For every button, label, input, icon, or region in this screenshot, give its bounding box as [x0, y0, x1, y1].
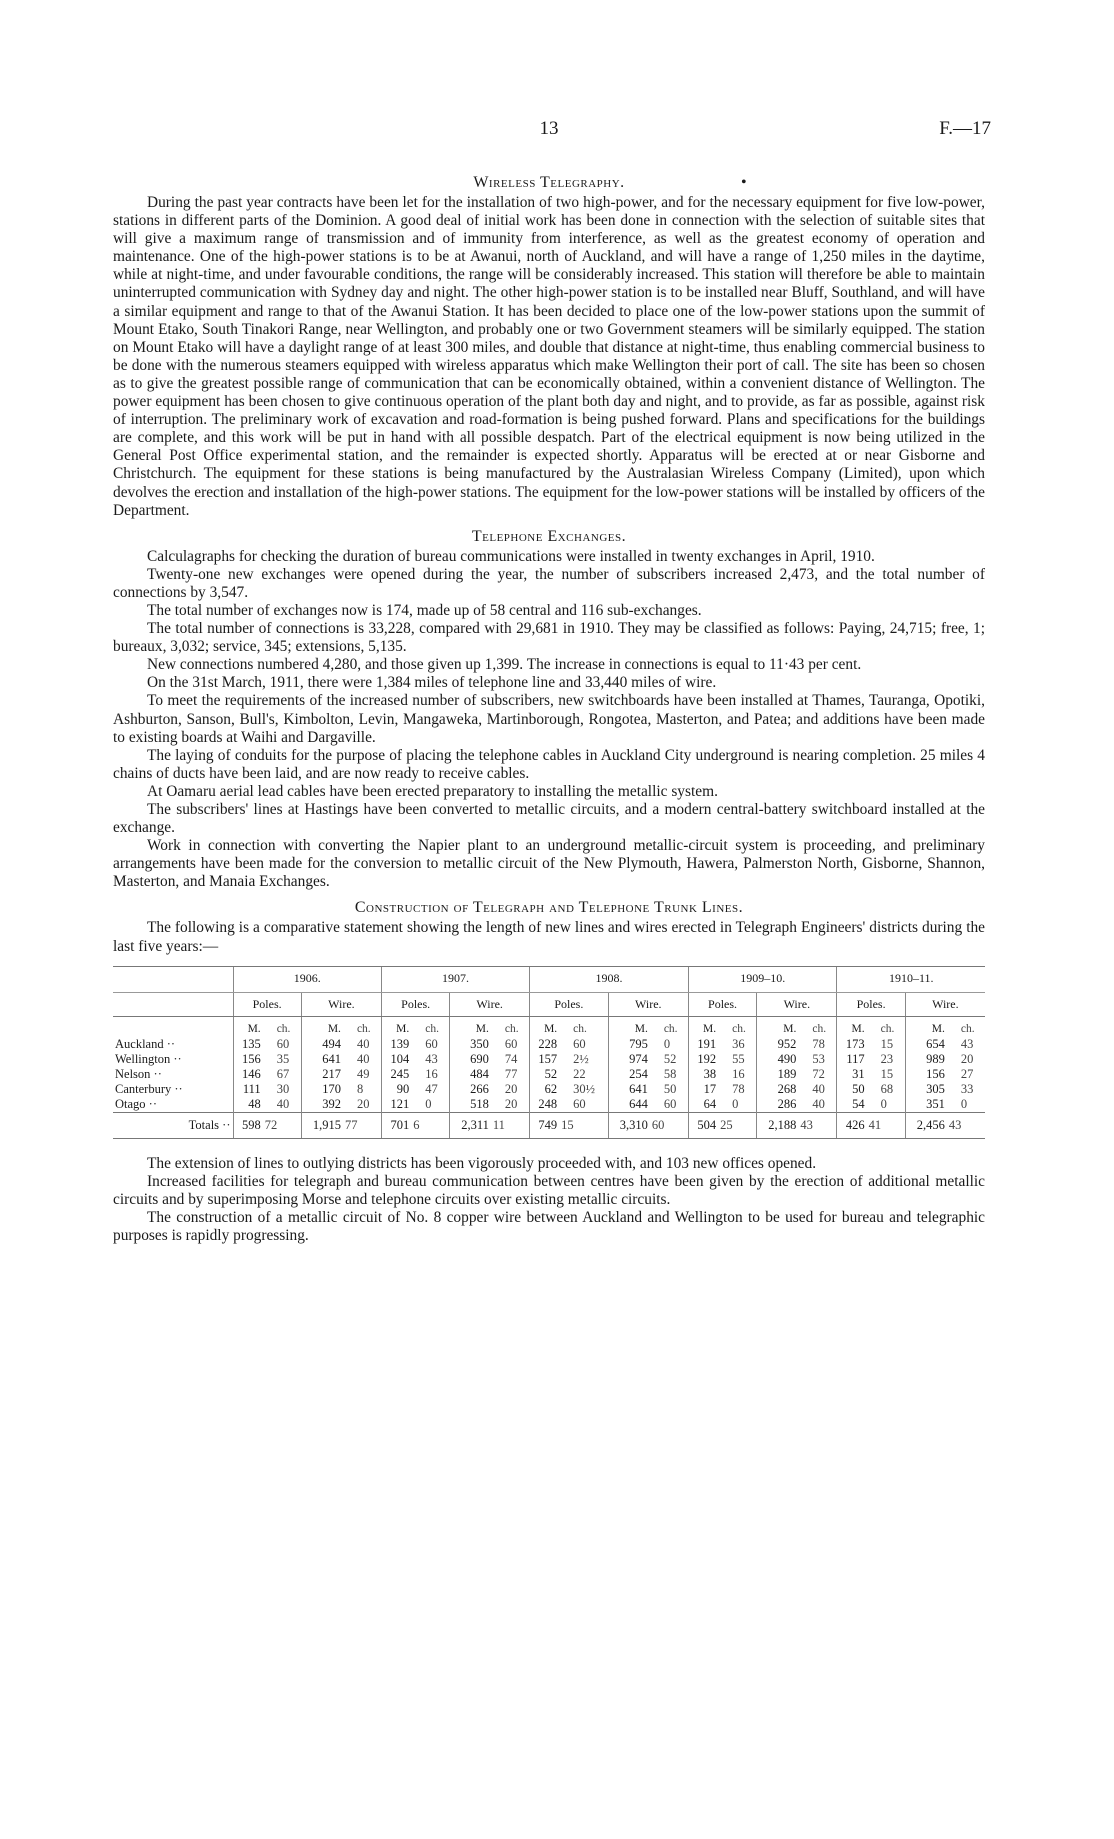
miles-cell: 111: [233, 1082, 263, 1097]
chains-cell: 40: [356, 1051, 370, 1066]
paragraph: The extension of lines to outlying districts has been vigorously proceeded with, and 103 new offices opened.: [147, 1154, 817, 1172]
unit-chains: ch.: [880, 1022, 895, 1035]
chains-cell: 58: [663, 1066, 677, 1081]
miles-cell: 690: [450, 1052, 491, 1067]
unit-chains: ch.: [812, 1022, 827, 1035]
district-name: Otago ··: [115, 1096, 157, 1111]
chains-cell: 0: [880, 1096, 887, 1111]
chains-cell: 20: [504, 1081, 518, 1096]
poles-header: Poles.: [688, 992, 756, 1016]
miles-cell: 217: [301, 1067, 343, 1082]
chains-cell: 50: [663, 1081, 677, 1096]
totals-label: Totals ··: [113, 1112, 233, 1138]
chains-cell: 36: [732, 1036, 745, 1051]
miles-cell: 952: [757, 1037, 799, 1052]
unit-chains: ch.: [425, 1022, 439, 1035]
wire-header: Wire.: [905, 992, 985, 1016]
paragraph: To meet the requirements of the increased number of subscribers, new switchboards have been installed at Thames, Tauranga, Opotiki, Ashburton, Sanson, Bull's, Kimbolton, Levin, Mangaweka, Martinborough, Rongotea, Masterton, and Patea; and additions have been made to existing boards at Waihi and Dargaville.: [113, 692, 985, 746]
paragraph: The total number of connections is 33,228, compared with 29,681 in 1910. They may be classified as follows: Paying, 24,715; free, 1; bureaux, 3,032; service, 345; extensions, 5,135.: [113, 620, 985, 656]
chains-cell: 43: [425, 1051, 438, 1066]
paragraph: The total number of exchanges now is 174, made up of 58 central and 116 sub-exchanges.: [147, 601, 702, 619]
miles-cell: 351: [905, 1097, 947, 1113]
chains-cell: 74: [504, 1051, 518, 1066]
chains-cell: 53: [812, 1051, 825, 1066]
unit-chains: ch.: [356, 1022, 371, 1035]
district-name: Auckland ··: [115, 1036, 176, 1051]
report-reference: F.—17: [939, 118, 991, 139]
year-header: 1907.: [382, 966, 530, 992]
unit-chains: ch.: [573, 1022, 587, 1035]
section-telephone-exchanges: [113, 528, 985, 892]
total-chains-cell: 6: [411, 1112, 450, 1138]
section-trunk-lines: [113, 899, 985, 1138]
total-miles-cell: 2,188: [757, 1112, 799, 1138]
table-row: [113, 1097, 985, 1113]
chains-cell: 60: [663, 1096, 677, 1111]
miles-cell: 64: [688, 1097, 718, 1113]
unit-miles: M.: [529, 1016, 559, 1037]
table-row: [113, 1052, 985, 1067]
total-miles-cell: 2,456: [905, 1112, 947, 1138]
paragraph: The construction of a metallic circuit of No. 8 copper wire between Auckland and Wellington to be used for bureau and telegraphic purposes is rapidly progressing.: [113, 1208, 985, 1245]
paragraph: The laying of conduits for the purpose of placing the telephone cables in Auckland City underground is nearing completion. 25 miles 4 chains of ducts have been laid, and are now ready to receive cables.: [113, 746, 985, 782]
miles-cell: 139: [382, 1037, 412, 1052]
miles-cell: 189: [757, 1067, 799, 1082]
chains-cell: 55: [732, 1051, 745, 1066]
miles-cell: 494: [301, 1037, 343, 1052]
chains-cell: 27: [960, 1066, 974, 1081]
total-miles-cell: 1,915: [301, 1112, 343, 1138]
unit-chains: ch.: [276, 1022, 291, 1035]
unit-miles: M.: [608, 1016, 650, 1037]
unit-chains: ch.: [663, 1022, 678, 1035]
total-miles-cell: 426: [837, 1112, 867, 1138]
miles-cell: 245: [382, 1067, 412, 1082]
paragraph: On the 31st March, 1911, there were 1,384 miles of telephone line and 33,440 miles of wire.: [147, 674, 717, 692]
paragraph: Twenty-one new exchanges were opened during the year, the number of subscribers increased 2,473, and the total number of connections by 3,547.: [113, 565, 985, 601]
chains-cell: 2½: [573, 1051, 589, 1066]
chains-cell: 0: [960, 1096, 968, 1111]
chains-cell: 22: [573, 1066, 586, 1081]
miles-cell: 50: [837, 1082, 867, 1097]
miles-cell: 350: [450, 1037, 491, 1052]
section-heading: Construction of Telegraph and Telephone Trunk Lines.: [354, 899, 744, 917]
wire-header: Wire.: [301, 992, 381, 1016]
poles-header: Poles.: [837, 992, 905, 1016]
paragraph: The subscribers' lines at Hastings have been converted to metallic circuits, and a modern central-battery switchboard installed at the exchange.: [113, 801, 985, 837]
chains-cell: 35: [276, 1051, 290, 1066]
chains-cell: 40: [812, 1096, 825, 1111]
wire-header: Wire.: [450, 992, 530, 1016]
total-chains-cell: 41: [867, 1112, 906, 1138]
chains-cell: 49: [356, 1066, 370, 1081]
chains-cell: 78: [732, 1081, 745, 1096]
total-miles-cell: 701: [382, 1112, 412, 1138]
total-chains-cell: 60: [650, 1112, 689, 1138]
miles-cell: 268: [757, 1082, 799, 1097]
chains-cell: 33: [960, 1081, 974, 1096]
miles-cell: 31: [837, 1067, 867, 1082]
miles-cell: 248: [529, 1097, 559, 1113]
chains-cell: 30½: [573, 1081, 596, 1096]
chains-cell: 77: [504, 1066, 518, 1081]
district-name: Wellington ··: [115, 1051, 182, 1066]
miles-cell: 52: [529, 1067, 559, 1082]
year-header: 1906.: [233, 966, 382, 992]
unit-miles: M.: [301, 1016, 343, 1037]
section-heading: Wireless Telegraphy.: [473, 174, 625, 191]
miles-cell: 392: [301, 1097, 343, 1113]
miles-cell: 173: [837, 1037, 867, 1052]
unit-miles: M.: [382, 1016, 412, 1037]
total-miles-cell: 504: [688, 1112, 718, 1138]
stray-mark: •: [741, 174, 747, 191]
unit-chains: ch.: [504, 1022, 519, 1035]
miles-cell: 156: [905, 1067, 947, 1082]
total-chains-cell: 11: [491, 1112, 530, 1138]
chains-cell: 43: [960, 1036, 974, 1051]
miles-cell: 117: [837, 1052, 867, 1067]
miles-cell: 192: [688, 1052, 718, 1067]
miles-cell: 490: [757, 1052, 799, 1067]
miles-cell: 62: [529, 1082, 559, 1097]
page-header: [113, 118, 991, 148]
miles-cell: 644: [608, 1097, 650, 1113]
unit-miles: M.: [757, 1016, 799, 1037]
unit-chains: ch.: [732, 1022, 746, 1035]
miles-cell: 266: [450, 1082, 491, 1097]
chains-cell: 0: [732, 1096, 739, 1111]
district-name: Canterbury ··: [115, 1081, 183, 1096]
unit-chains: ch.: [960, 1022, 975, 1035]
miles-cell: 54: [837, 1097, 867, 1113]
miles-cell: 170: [301, 1082, 343, 1097]
miles-cell: 38: [688, 1067, 718, 1082]
miles-cell: 156: [233, 1052, 263, 1067]
wire-header: Wire.: [757, 992, 837, 1016]
miles-cell: 135: [233, 1037, 263, 1052]
chains-cell: 23: [880, 1051, 894, 1066]
section-wireless-telegraphy: [113, 174, 985, 520]
total-chains-cell: 15: [559, 1112, 608, 1138]
year-header-row: [113, 966, 985, 992]
total-miles-cell: 3,310: [608, 1112, 650, 1138]
chains-cell: 68: [880, 1081, 894, 1096]
chains-cell: 30: [276, 1081, 290, 1096]
table-row: [113, 1082, 985, 1097]
table-row: [113, 1067, 985, 1082]
total-miles-cell: 749: [529, 1112, 559, 1138]
miles-cell: 641: [301, 1052, 343, 1067]
paragraph: The following is a comparative statement showing the length of new lines and wires erected in Telegraph Engineers' districts during the last five years:—: [113, 919, 985, 955]
chains-cell: 0: [663, 1036, 671, 1051]
total-chains-cell: 72: [263, 1112, 302, 1138]
miles-cell: 484: [450, 1067, 491, 1082]
miles-cell: 90: [382, 1082, 412, 1097]
sub-header-row: [113, 992, 985, 1016]
miles-cell: 228: [529, 1037, 559, 1052]
chains-cell: 47: [425, 1081, 438, 1096]
miles-cell: 157: [529, 1052, 559, 1067]
unit-miles: M.: [905, 1016, 947, 1037]
year-header: 1909–10.: [688, 966, 837, 992]
section-heading: Telephone Exchanges.: [471, 527, 627, 545]
paragraph: New connections numbered 4,280, and those given up 1,399. The increase in connections is equal to 11·43 per cent.: [147, 656, 862, 674]
chains-cell: 67: [276, 1066, 290, 1081]
table-row: [113, 1037, 985, 1052]
chains-cell: 40: [276, 1096, 290, 1111]
total-chains-cell: 25: [718, 1112, 757, 1138]
page-number: 13: [539, 118, 559, 139]
chains-cell: 60: [504, 1036, 518, 1051]
unit-miles: M.: [837, 1016, 867, 1037]
chains-cell: 78: [812, 1036, 825, 1051]
chains-cell: 72: [812, 1066, 825, 1081]
paragraph: During the past year contracts have been let for the installation of two high-power, and for the necessary equipment for five low-power, stations in different parts of the Dominion. A good deal of initial work has been done in connection with the selection of suitable sites that will give a maximum range of transmission and of immunity from interference, as well as the greatest economy of operation and maintenance. One of the high-power stations is to be at Awanui, north of Auckland, and will have a range of 1,250 miles in the daytime, while at night-time, and under favourable conditions, the range will be considerably increased. This station will therefore be able to maintain uninterrupted communication with Sydney day and night. The other high-power station is to be installed near Bluff, Southland, and will have a similar equipment and range to that of the Awanui Station. It has been decided to place one of the low-power stations upon the summit of Mount Etako, South Tinakori Range, near Wellington, and probably one or two Government steamers will be similarly equipped. The station on Mount Etako will have a daylight range of at least 300 miles, and double that distance at night-time, thus enabling commercial business to be done with the numerous steamers equipped with wireless apparatus which make Wellington their port of call. The site has been so chosen as to give the greatest possible range of communication that can be economically obtained, within a convenient distance of Wellington. The power equipment has been chosen to give continuous operation of the plant both day and night, and to provide, as far as possible, against risk of interruption. The preliminary work of excavation and road-formation is being pushed forward. Plans and specifications for the buildings are complete, and this work will be put in hand with all possible despatch. Part of the electrical equipment is now being utilized in the General Post Office experimental station, and the remainder is expected shortly. Apparatus will be erected at or near Gisborne and Christchurch. The equipment for these stations is being manufactured by the Australasian Wireless Company (Limited), upon which devolves the erection and installation of the high-power stations. The equipment for the low-power stations will be installed by officers of the Department.: [113, 194, 985, 519]
poles-header: Poles.: [529, 992, 608, 1016]
chains-cell: 40: [812, 1081, 825, 1096]
poles-header: Poles.: [382, 992, 450, 1016]
trunk-lines-table: [113, 966, 985, 1139]
wire-header: Wire.: [608, 992, 688, 1016]
miles-cell: 989: [905, 1052, 947, 1067]
miles-cell: 17: [688, 1082, 718, 1097]
miles-cell: 286: [757, 1097, 799, 1113]
chains-cell: 16: [425, 1066, 438, 1081]
unit-miles: M.: [688, 1016, 718, 1037]
miles-cell: 121: [382, 1097, 412, 1113]
miles-cell: 146: [233, 1067, 263, 1082]
body-text: [113, 170, 985, 1245]
miles-cell: 974: [608, 1052, 650, 1067]
paragraph: Increased facilities for telegraph and bureau communication between centres have been given by the erection of additional metallic circuits and by superimposing Morse and telephone circuits over existing metallic circuits.: [113, 1172, 985, 1208]
miles-cell: 305: [905, 1082, 947, 1097]
total-miles-cell: 598: [233, 1112, 263, 1138]
units-row: [113, 1016, 985, 1037]
chains-cell: 40: [356, 1036, 370, 1051]
totals-row: [113, 1112, 985, 1138]
miles-cell: 641: [608, 1082, 650, 1097]
chains-cell: 8: [356, 1081, 364, 1096]
year-header: 1908.: [529, 966, 688, 992]
miles-cell: 518: [450, 1097, 491, 1113]
chains-cell: 20: [960, 1051, 974, 1066]
chains-cell: 20: [504, 1096, 518, 1111]
chains-cell: 60: [276, 1036, 290, 1051]
chains-cell: 15: [880, 1036, 894, 1051]
chains-cell: 16: [732, 1066, 745, 1081]
chains-cell: 0: [425, 1096, 432, 1111]
chains-cell: 60: [573, 1036, 586, 1051]
chains-cell: 52: [663, 1051, 677, 1066]
paragraph: Work in connection with converting the Napier plant to an underground metallic-circuit system is proceeding, and preliminary arrangements have been made for the conversion to metallic circuit of the New Plymouth, Hawera, Palmerston North, Gisborne, Shannon, Masterton, and Manaia Exchanges.: [113, 837, 985, 891]
total-chains-cell: 43: [947, 1112, 985, 1138]
paragraph: Calculagraphs for checking the duration of bureau communications were installed in twenty exchanges in April, 1910.: [147, 547, 875, 565]
miles-cell: 795: [608, 1037, 650, 1052]
unit-miles: M.: [450, 1016, 491, 1037]
district-name: Nelson ··: [115, 1066, 162, 1081]
chains-cell: 20: [356, 1096, 370, 1111]
total-miles-cell: 2,311: [450, 1112, 491, 1138]
poles-header: Poles.: [233, 992, 301, 1016]
miles-cell: 48: [233, 1097, 263, 1113]
total-chains-cell: 77: [343, 1112, 382, 1138]
chains-cell: 60: [425, 1036, 438, 1051]
total-chains-cell: 43: [798, 1112, 837, 1138]
section-closing: [113, 1155, 985, 1245]
miles-cell: 654: [905, 1037, 947, 1052]
miles-cell: 191: [688, 1037, 718, 1052]
chains-cell: 60: [573, 1096, 586, 1111]
year-header: 1910–11.: [837, 966, 985, 992]
chains-cell: 15: [880, 1066, 894, 1081]
unit-miles: M.: [233, 1016, 263, 1037]
paragraph: At Oamaru aerial lead cables have been erected preparatory to installing the metallic system.: [147, 782, 718, 800]
miles-cell: 254: [608, 1067, 650, 1082]
miles-cell: 104: [382, 1052, 412, 1067]
